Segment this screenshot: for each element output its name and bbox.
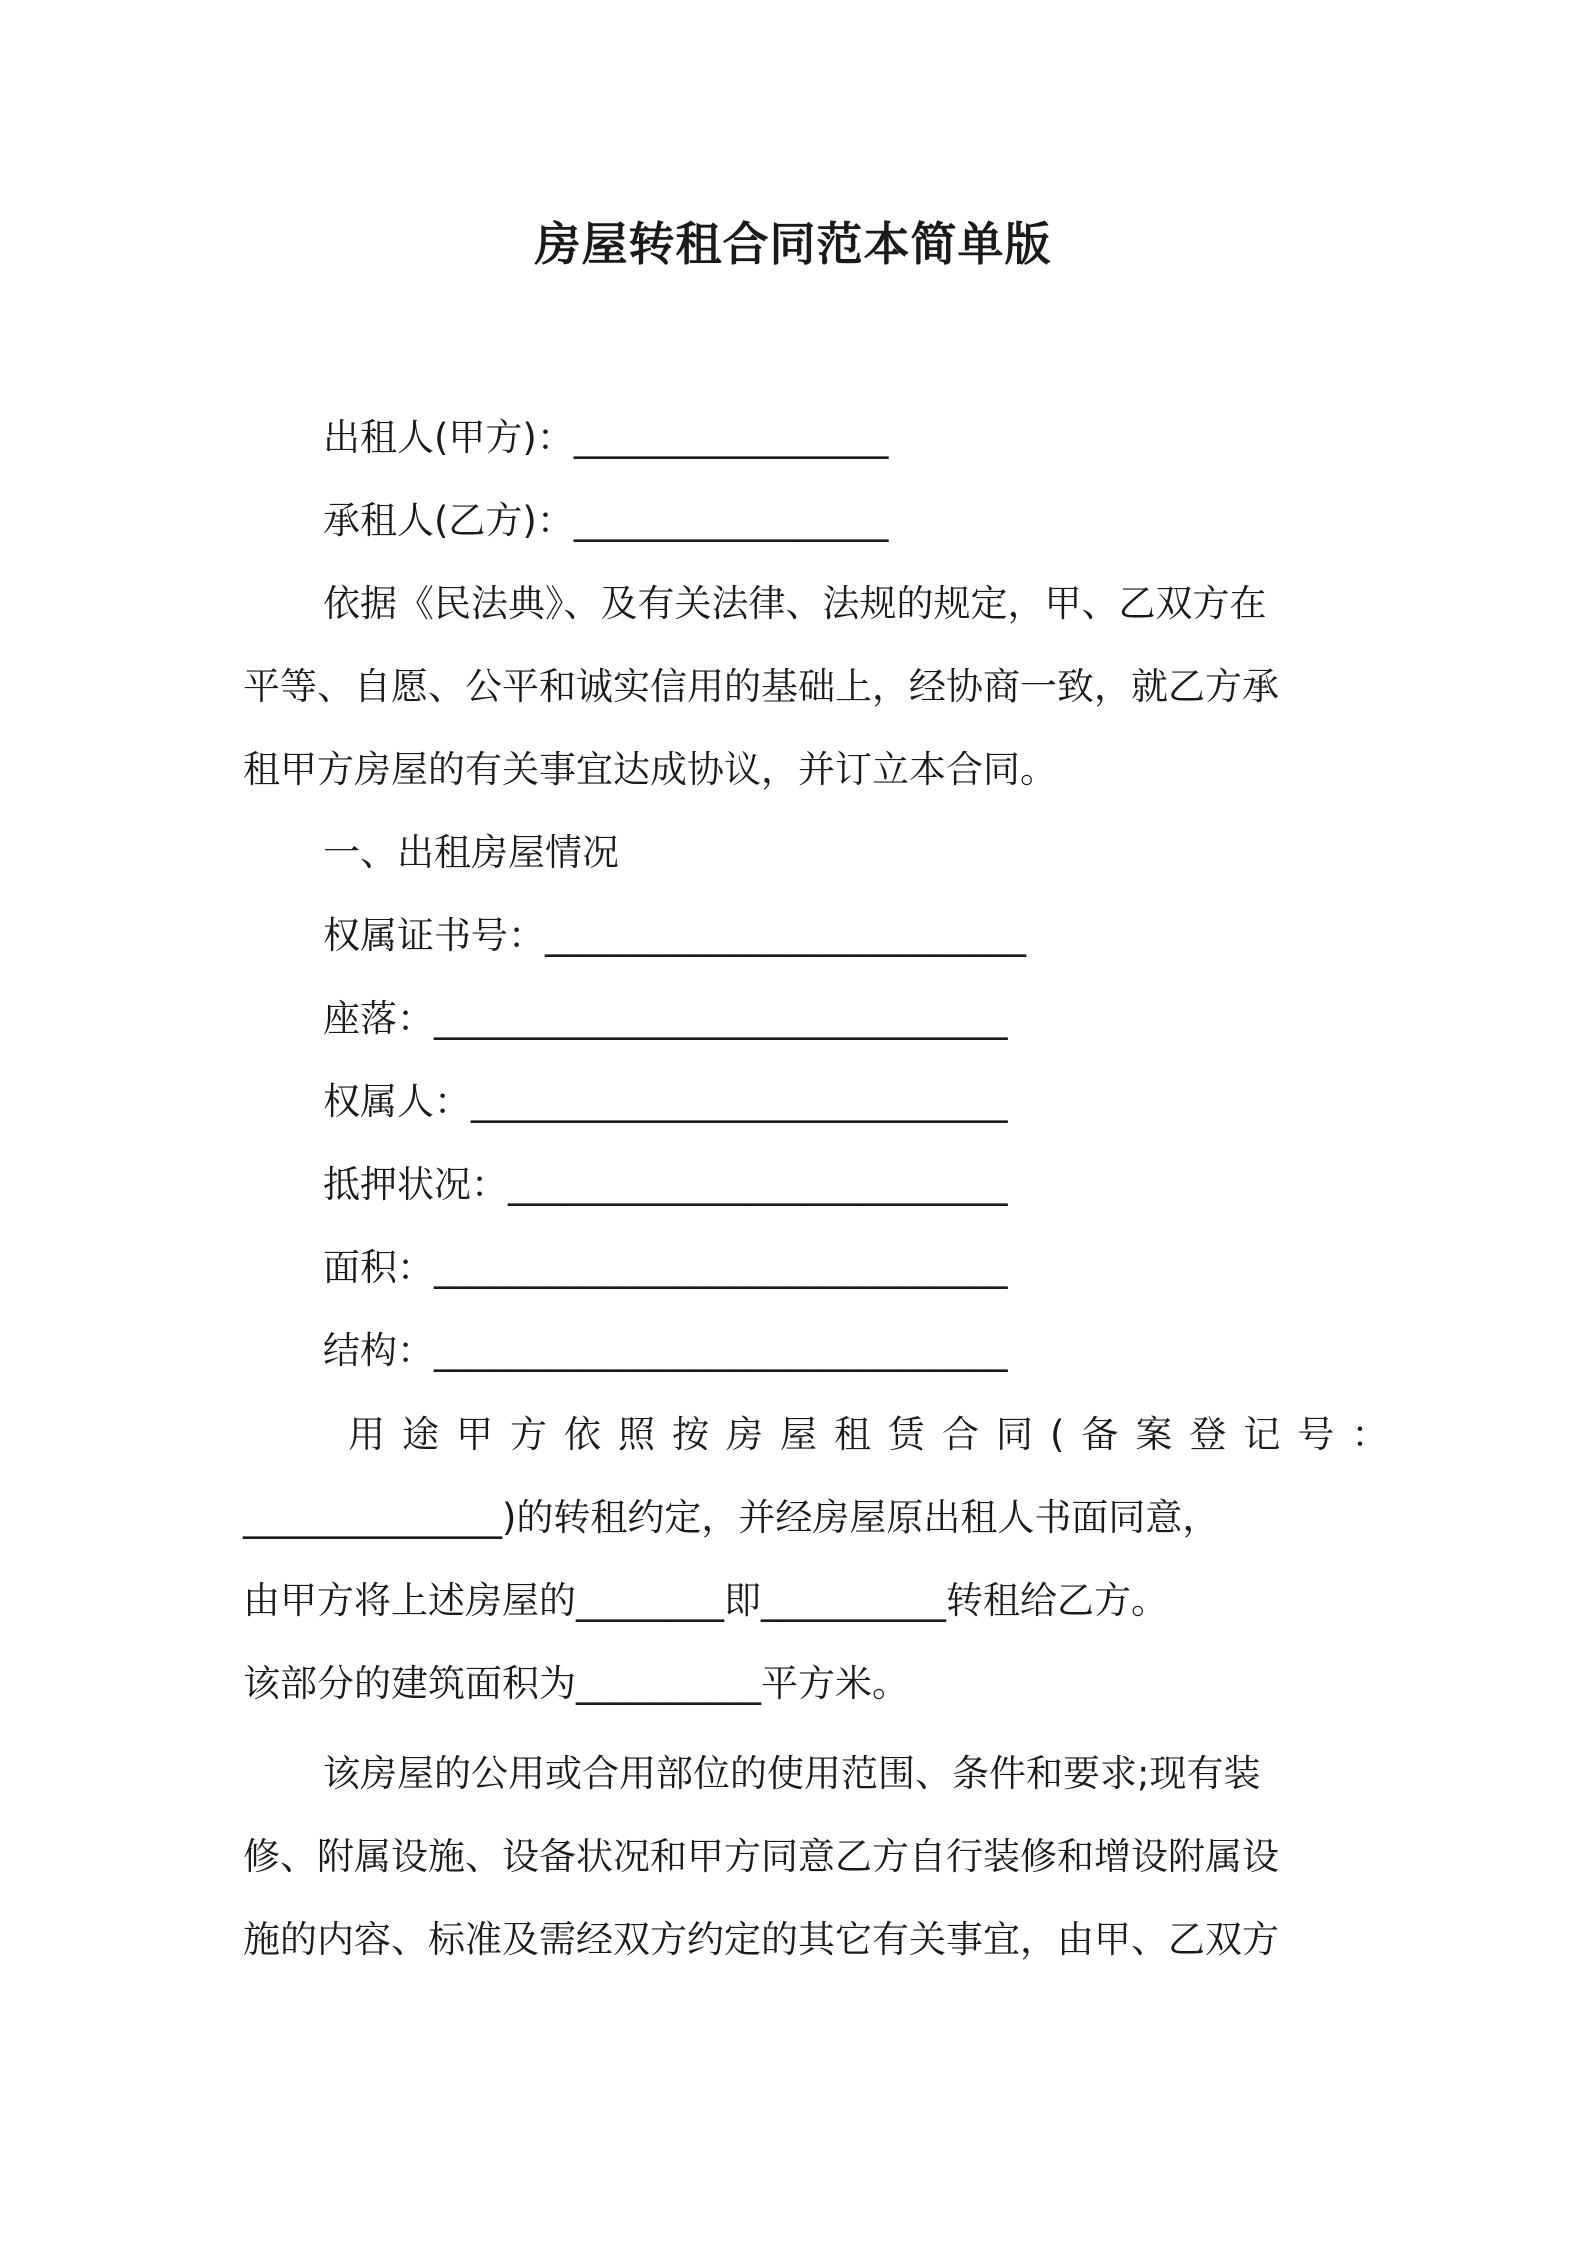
- mortgage-status-field: 抵押状况：___________________________: [323, 1163, 1008, 1206]
- usage-line-4: 该部分的建筑面积为__________平方米。: [243, 1662, 909, 1705]
- certificate-number-field: 权属证书号：__________________________: [323, 914, 1026, 957]
- location-field: 座落：_______________________________: [323, 997, 1008, 1040]
- common-area-line-2: 修、附属设施、设备状况和甲方同意乙方自行装修和增设附属设: [243, 1835, 1279, 1878]
- usage-line-2: ______________)的转租约定，并经房屋原出租人书面同意，: [243, 1496, 1220, 1539]
- usage-line-1: 用途甲方依照按房屋租赁合同(备案登记号：: [348, 1413, 1406, 1456]
- usage-line-3: 由甲方将上述房屋的________即__________转租给乙方。: [243, 1579, 1168, 1622]
- structure-field: 结构：_______________________________: [323, 1329, 1008, 1372]
- preamble-line-1: 依据《民法典》、及有关法律、法规的规定，甲、乙双方在: [323, 582, 1267, 625]
- lessor-field: 出租人(甲方)：_________________: [323, 416, 889, 459]
- preamble-line-2: 平等、自愿、公平和诚实信用的基础上，经协商一致，就乙方承: [243, 665, 1279, 708]
- preamble-line-3: 租甲方房屋的有关事宜达成协议，并订立本合同。: [243, 748, 1057, 791]
- lessee-field: 承租人(乙方)：_________________: [323, 499, 889, 542]
- owner-field: 权属人：_____________________________: [323, 1080, 1008, 1123]
- common-area-line-1: 该房屋的公用或合用部位的使用范围、条件和要求;现有装: [323, 1752, 1261, 1795]
- document-title: 房屋转租合同范本简单版: [534, 217, 1052, 271]
- section-heading-1: 一、出租房屋情况: [323, 831, 619, 874]
- area-field: 面积：_______________________________: [323, 1246, 1008, 1289]
- common-area-line-3: 施的内容、标准及需经双方约定的其它有关事宜，由甲、乙双方: [243, 1918, 1279, 1961]
